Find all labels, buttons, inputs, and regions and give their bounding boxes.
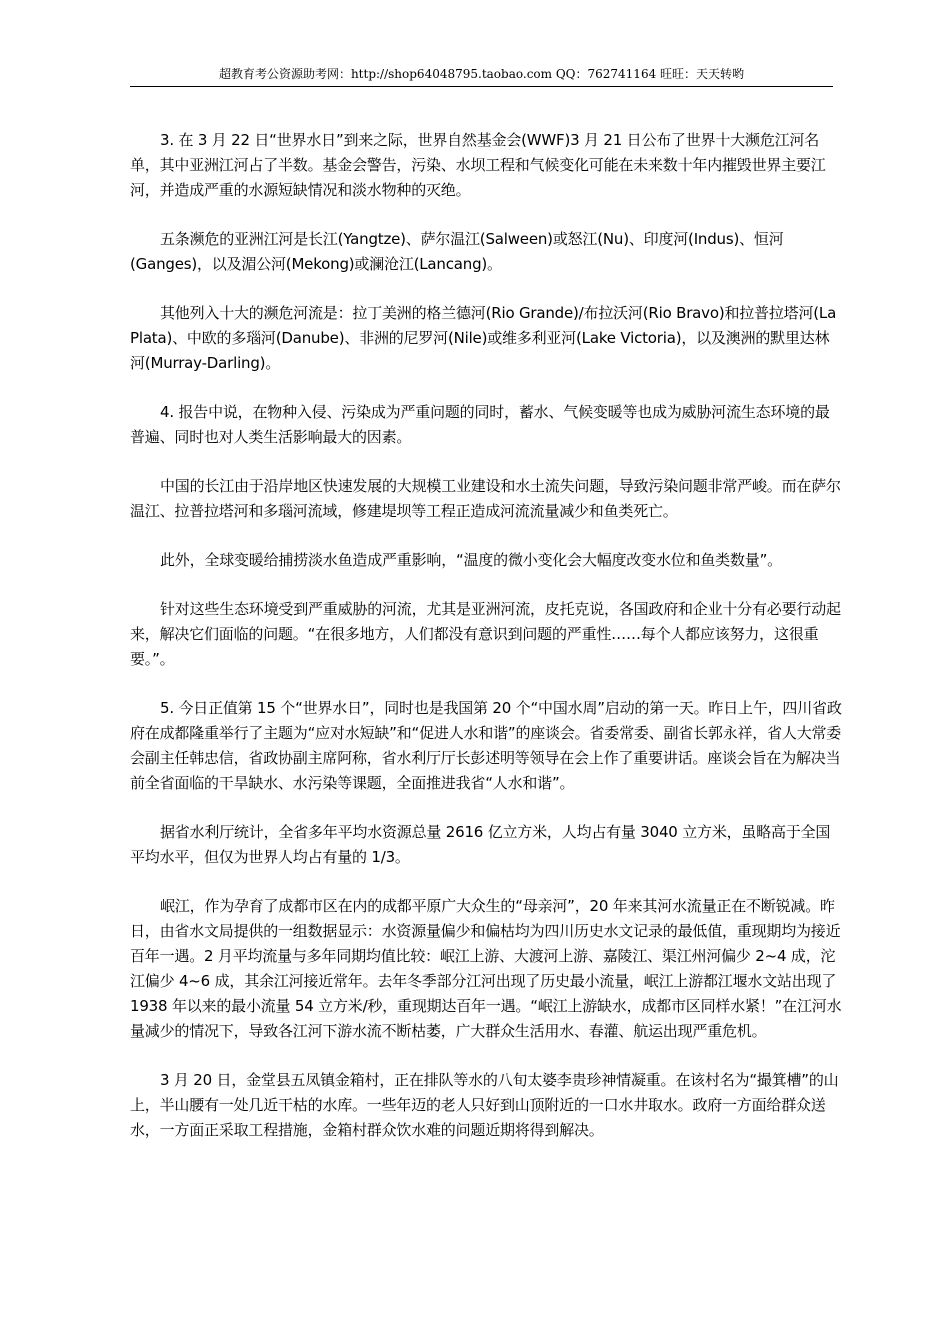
paragraph-3: 其他列入十大的濒危河流是：拉丁美洲的格兰德河(Rio Grande)/布拉沃河(Rio Bravo)和拉普拉塔河(La Plata)、中欧的多瑙河(Danube)、非洲的尼罗河(Nile)或维多利亚河(Lake Victoria)，以及澳洲的默里达林河(Murray-Darling)。 [130,304,837,372]
paragraph-4: 4. 报告中说，在物种入侵、污染成为严重问题的同时，蓄水、气候变暖等也成为威胁河流生态环境的最普遍、同时也对人类生活影响最大的因素。 [130,403,830,446]
document-body [130,128,843,1167]
paragraph-5: 中国的长江由于沿岸地区快速发展的大规模工业建设和水土流失问题，导致污染问题非常严峻。而在萨尔温江、拉普拉塔河和多瑙河流域，修建堤坝等工程正造成河流流量减少和鱼类死亡。 [130,477,841,520]
paragraph-6: 此外，全球变暖给捕捞淡水鱼造成严重影响，“温度的微小变化会大幅度改变水位和鱼类数量”。 [160,551,782,569]
paragraph-11: 3 月 20 日，金堂县五凤镇金箱村，正在排队等水的八旬太婆李贵珍神情凝重。在该村名为“撮箕槽”的山上，半山腰有一处几近干枯的水库。一些年迈的老人只好到山顶附近的一口水井取水。政府一方面给群众送水，一方面正采取工程措施，金箱村群众饮水难的问题近期将得到解决。 [130,1071,839,1139]
paragraph-2: 五条濒危的亚洲江河是长江(Yangtze)、萨尔温江(Salween)或怒江(Nu)、印度河(Indus)、恒河(Ganges)，以及湄公河(Mekong)或澜沧江(Lancang)。 [130,230,784,273]
paragraph-9: 据省水利厅统计，全省多年平均水资源总量 2616 亿立方米，人均占有量 3040 立方米，虽略高于全国平均水平，但仅为世界人均占有量的 1/3。 [130,823,831,866]
page-header: 超教育考公资源助考网：http://shop64048795.taobao.com QQ：762741164 旺旺：天天转哟 [130,66,833,87]
paragraph-7: 针对这些生态环境受到严重威胁的河流，尤其是亚洲河流，皮托克说，各国政府和企业十分有必要行动起来，解决它们面临的问题。“在很多地方，人们都没有意识到问题的严重性……每个人都应该努力，这很重要。”。 [130,600,841,668]
paragraph-8: 5. 今日正值第 15 个“世界水日”，同时也是我国第 20 个“中国水周”启动的第一天。昨日上午，四川省政府在成都隆重举行了主题为“应对水短缺”和“促进人水和谐”的座谈会。省委常委、副省长郭永祥，省人大常委会副主任韩忠信，省政协副主席阿称，省水利厅厅长彭述明等领导在会上作了重要讲话。座谈会旨在为解决当前全省面临的干旱缺水、水污染等课题，全面推进我省“人水和谐”。 [130,699,842,792]
paragraph-1: 3. 在 3 月 22 日“世界水日”到来之际，世界自然基金会(WWF)3 月 21 日公布了世界十大濒危江河名单，其中亚洲江河占了半数。基金会警告，污染、水坝工程和气候变化可能在未来数十年内摧毁世界主要江河，并造成严重的水源短缺情况和淡水物种的灭绝。 [130,131,826,199]
paragraph-10: 岷江，作为孕育了成都市区在内的成都平原广大众生的“母亲河”，20 年来其河水流量正在不断锐减。昨日，由省水文局提供的一组数据显示：水资源量偏少和偏枯均为四川历史水文记录的最低值，重现期均为接近百年一遇。2 月平均流量与多年同期均值比较：岷江上游、大渡河上游、嘉陵江、渠江州河偏少 2~4 成，沱江偏少 4~6 成，其余江河接近常年。去年冬季部分江河出现了历史最小流量，岷江上游都江堰水文站出现了 1938 年以来的最小流量 54 立方米/秒，重现期达百年一遇。“岷江上游缺水，成都市区同样水紧！”在江河水量减少的情况下，导致各江河下游水流不断枯萎，广大群众生活用水、春灌、航运出现严重危机。 [130,897,842,1040]
